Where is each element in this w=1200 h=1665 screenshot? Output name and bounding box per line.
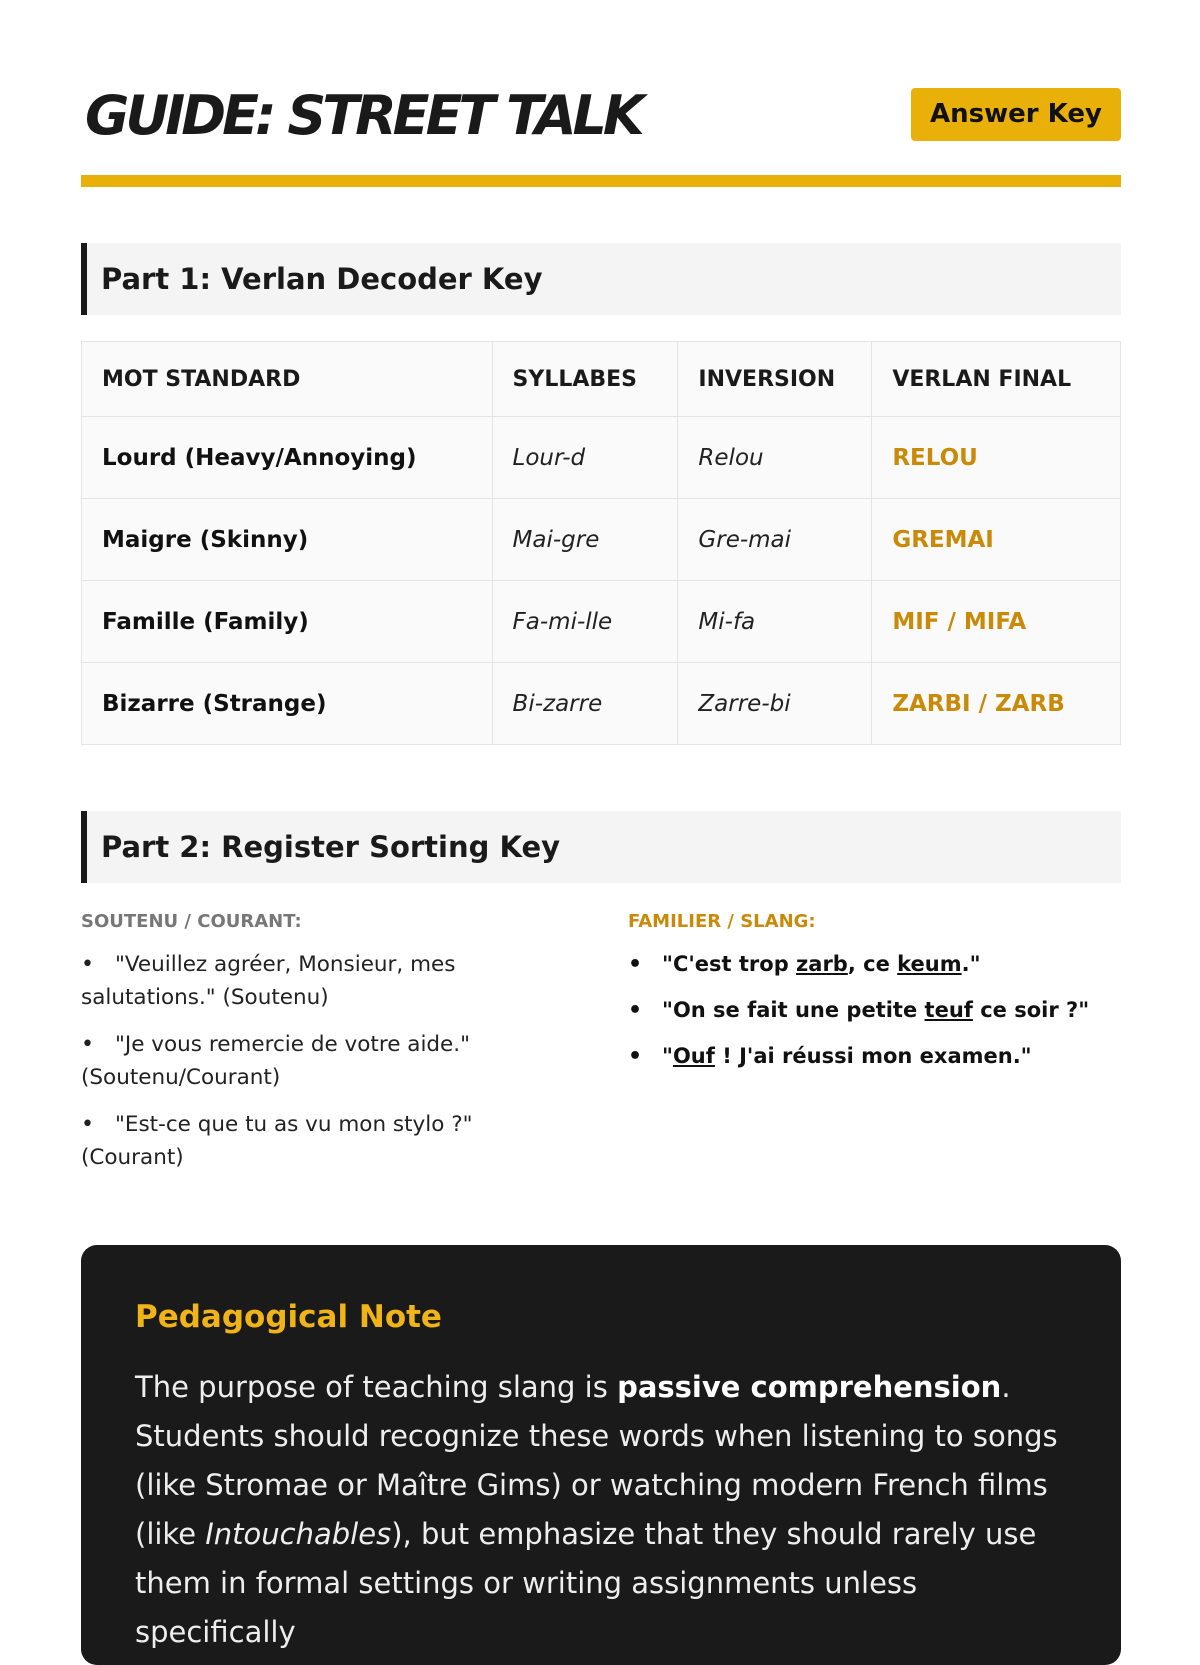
- note-body: The purpose of teaching slang is passive comprehension. Students should recognize these words when listening to songs (like Stromae or Maître Gims) or watching modern French films (like Intouchables), but emphasize that they should rarely use them in formal settings or writing assignments unless specifically: [135, 1370, 1058, 1649]
- table-row: [82, 581, 1121, 663]
- part2-header: [81, 811, 1121, 883]
- list-item: •"C'est trop zarb, ce keum.": [628, 948, 1121, 981]
- bullet-icon: [81, 1028, 115, 1061]
- bullet-icon: [628, 948, 662, 981]
- slang-word: zarb: [796, 952, 848, 976]
- column-header: SYLLABES: [492, 342, 678, 417]
- pedagogical-note: [81, 1245, 1121, 1665]
- slang-register-column: [628, 910, 1121, 1086]
- bullet-icon: [81, 948, 115, 981]
- bullet-icon: [81, 1108, 115, 1141]
- inversion: Relou: [678, 417, 872, 499]
- list-item: [81, 1108, 551, 1174]
- list-item: [81, 1028, 551, 1094]
- part1-heading: Part 1: Verlan Decoder Key: [101, 262, 543, 296]
- inversion: Zarre-bi: [678, 663, 872, 745]
- syllables: Bi-zarre: [492, 663, 678, 745]
- film-title: Intouchables: [205, 1517, 392, 1551]
- page-title: GUIDE: STREET TALK: [85, 84, 641, 147]
- inversion: Mi-fa: [678, 581, 872, 663]
- part2-heading: Part 2: Register Sorting Key: [101, 830, 561, 864]
- note-heading: Pedagogical Note: [135, 1299, 442, 1335]
- slang-word: Ouf: [672, 1044, 715, 1068]
- bullet-icon: [628, 1040, 662, 1073]
- standard-word: Bizarre (Strange): [82, 663, 493, 745]
- list-item: [81, 948, 551, 1014]
- verlan-final: GREMAI: [872, 499, 1121, 581]
- list-item: •"Ouf ! J'ai réussi mon examen.": [628, 1040, 1121, 1073]
- formal-list: [81, 948, 551, 1174]
- column-header: INVERSION: [678, 342, 872, 417]
- bullet-icon: [628, 994, 662, 1027]
- standard-word: Maigre (Skinny): [82, 499, 493, 581]
- verlan-final: RELOU: [872, 417, 1121, 499]
- verlan-final: ZARBI / ZARB: [872, 663, 1121, 745]
- list-item-text: "Est-ce que tu as vu mon stylo ?" (Courant): [81, 1112, 473, 1170]
- syllables: Mai-gre: [492, 499, 678, 581]
- syllables: Fa-mi-lle: [492, 581, 678, 663]
- table-row: [82, 417, 1121, 499]
- formal-register-column: [81, 910, 551, 1188]
- header-rule: [81, 175, 1121, 187]
- note-emphasis: passive comprehension: [617, 1370, 1002, 1404]
- standard-word: Lourd (Heavy/Annoying): [82, 417, 493, 499]
- slang-label: FAMILIER / SLANG:: [628, 911, 816, 932]
- slang-word: teuf: [924, 998, 973, 1022]
- table-header-row: [82, 342, 1121, 417]
- slang-word: keum: [897, 952, 962, 976]
- standard-word: Famille (Family): [82, 581, 493, 663]
- page-header: [81, 80, 1121, 152]
- column-header: VERLAN FINAL: [872, 342, 1121, 417]
- verlan-final: MIF / MIFA: [872, 581, 1121, 663]
- list-item-text: "Veuillez agréer, Monsieur, mes salutations." (Soutenu): [81, 952, 456, 1010]
- verlan-decoder-table: [81, 341, 1121, 745]
- column-header: MOT STANDARD: [82, 342, 493, 417]
- syllables: Lour-d: [492, 417, 678, 499]
- list-item-text: "Je vous remercie de votre aide." (Soutenu/Courant): [81, 1032, 471, 1090]
- answer-key-badge: Answer Key: [911, 88, 1121, 141]
- part1-header: [81, 243, 1121, 315]
- list-item: •"On se fait une petite teuf ce soir ?": [628, 994, 1121, 1027]
- table-row: [82, 663, 1121, 745]
- table-row: [82, 499, 1121, 581]
- slang-list: [628, 948, 1121, 1073]
- formal-label: SOUTENU / COURANT:: [81, 911, 302, 932]
- inversion: Gre-mai: [678, 499, 872, 581]
